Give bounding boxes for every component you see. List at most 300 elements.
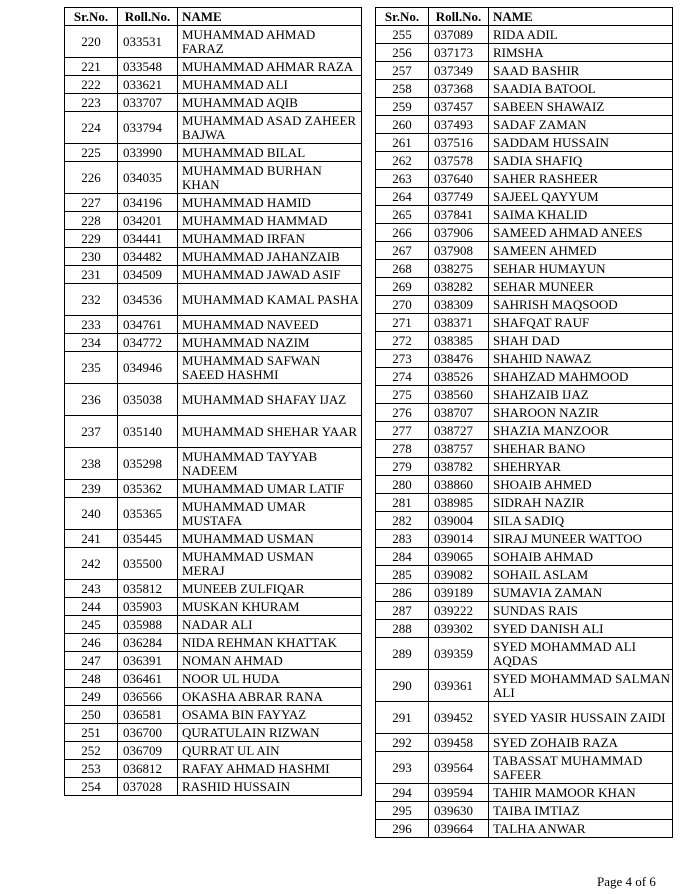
- sr-no-cell: 225: [65, 144, 118, 162]
- table-row: [376, 242, 673, 260]
- name-cell: NOOR UL HUDA: [178, 670, 362, 688]
- sr-no-cell: 233: [65, 316, 118, 334]
- name-cell: TAIBA IMTIAZ: [489, 802, 673, 820]
- name-cell: SILA SADIQ: [489, 512, 673, 530]
- sr-no-cell: 273: [376, 350, 429, 368]
- sr-no-cell: 282: [376, 512, 429, 530]
- roll-no-cell: 037908: [429, 242, 489, 260]
- roll-no-cell: 033531: [118, 26, 178, 58]
- roll-no-cell: 034196: [118, 194, 178, 212]
- table-row: [65, 230, 362, 248]
- sr-no-cell: 257: [376, 62, 429, 80]
- name-cell: SAIMA KHALID: [489, 206, 673, 224]
- roll-no-cell: 038371: [429, 314, 489, 332]
- roll-no-cell: 039222: [429, 602, 489, 620]
- sr-no-cell: 265: [376, 206, 429, 224]
- table-row: [65, 634, 362, 652]
- sr-no-cell: 281: [376, 494, 429, 512]
- roll-no-cell: 038282: [429, 278, 489, 296]
- table-row: [376, 784, 673, 802]
- table-row: [376, 44, 673, 62]
- roll-no-cell: 036581: [118, 706, 178, 724]
- roll-no-cell: 038757: [429, 440, 489, 458]
- name-cell: MUHAMMAD USMAN MERAJ: [178, 548, 362, 580]
- right-roll-table: [375, 7, 673, 838]
- name-cell: MUHAMMAD NAVEED: [178, 316, 362, 334]
- roll-no-cell: 034201: [118, 212, 178, 230]
- roll-no-cell: 037089: [429, 26, 489, 44]
- table-row: [65, 616, 362, 634]
- sr-no-cell: 241: [65, 530, 118, 548]
- table-row: [65, 112, 362, 144]
- roll-no-header: Roll.No.: [118, 8, 178, 26]
- name-cell: SUMAVIA ZAMAN: [489, 584, 673, 602]
- name-cell: MUHAMMAD USMAN: [178, 530, 362, 548]
- roll-no-cell: 039664: [429, 820, 489, 838]
- sr-no-cell: 272: [376, 332, 429, 350]
- table-row: [65, 706, 362, 724]
- roll-no-cell: 038476: [429, 350, 489, 368]
- table-row: [376, 152, 673, 170]
- sr-no-cell: 261: [376, 134, 429, 152]
- roll-no-cell: 038782: [429, 458, 489, 476]
- sr-no-cell: 292: [376, 734, 429, 752]
- roll-no-cell: 033794: [118, 112, 178, 144]
- name-cell: SYED MOHAMMAD SALMAN ALI: [489, 670, 673, 702]
- table-row: [376, 494, 673, 512]
- header-row: [376, 8, 673, 26]
- name-cell: MUHAMMAD JAWAD ASIF: [178, 266, 362, 284]
- table-row: [376, 566, 673, 584]
- roll-no-cell: 039452: [429, 702, 489, 734]
- name-cell: NADAR ALI: [178, 616, 362, 634]
- sr-no-cell: 290: [376, 670, 429, 702]
- table-row: [65, 248, 362, 266]
- sr-no-cell: 268: [376, 260, 429, 278]
- roll-no-cell: 037578: [429, 152, 489, 170]
- table-row: [65, 26, 362, 58]
- table-row: [65, 778, 362, 796]
- roll-no-cell: 038526: [429, 368, 489, 386]
- roll-no-cell: 037516: [429, 134, 489, 152]
- roll-no-header: Roll.No.: [429, 8, 489, 26]
- table-row: [65, 724, 362, 742]
- page-number: Page 4 of 6: [597, 874, 656, 889]
- table-row: [65, 94, 362, 112]
- table-row: [65, 598, 362, 616]
- table-row: [376, 820, 673, 838]
- sr-no-cell: 263: [376, 170, 429, 188]
- name-cell: QURRAT UL AIN: [178, 742, 362, 760]
- table-row: [65, 162, 362, 194]
- sr-no-cell: 229: [65, 230, 118, 248]
- roll-no-cell: 039189: [429, 584, 489, 602]
- name-cell: MUHAMMAD AHMAD FARAZ: [178, 26, 362, 58]
- roll-no-cell: 039014: [429, 530, 489, 548]
- roll-no-cell: 035140: [118, 416, 178, 448]
- table-row: [376, 638, 673, 670]
- sr-no-cell: 252: [65, 742, 118, 760]
- roll-no-cell: 036709: [118, 742, 178, 760]
- roll-no-cell: 037640: [429, 170, 489, 188]
- table-row: [376, 802, 673, 820]
- roll-no-cell: 034482: [118, 248, 178, 266]
- roll-no-cell: 037493: [429, 116, 489, 134]
- roll-no-cell: 036461: [118, 670, 178, 688]
- table-row: [376, 188, 673, 206]
- roll-no-cell: 035988: [118, 616, 178, 634]
- roll-no-cell: 039458: [429, 734, 489, 752]
- table-row: [65, 194, 362, 212]
- sr-no-cell: 249: [65, 688, 118, 706]
- roll-no-cell: 034946: [118, 352, 178, 384]
- roll-no-cell: 039361: [429, 670, 489, 702]
- name-cell: SYED DANISH ALI: [489, 620, 673, 638]
- sr-no-cell: 247: [65, 652, 118, 670]
- table-row: [376, 368, 673, 386]
- roll-no-cell: 037173: [429, 44, 489, 62]
- sr-no-cell: 289: [376, 638, 429, 670]
- table-row: [376, 224, 673, 242]
- name-cell: MUHAMMAD IRFAN: [178, 230, 362, 248]
- roll-no-cell: 035500: [118, 548, 178, 580]
- sr-no-cell: 271: [376, 314, 429, 332]
- sr-no-cell: 226: [65, 162, 118, 194]
- sr-no-cell: 224: [65, 112, 118, 144]
- sr-no-cell: 227: [65, 194, 118, 212]
- name-cell: MUHAMMAD BILAL: [178, 144, 362, 162]
- name-cell: MUHAMMAD AHMAR RAZA: [178, 58, 362, 76]
- roll-no-cell: 036391: [118, 652, 178, 670]
- sr-no-cell: 251: [65, 724, 118, 742]
- table-row: [65, 742, 362, 760]
- table-row: [376, 512, 673, 530]
- name-cell: MUHAMMAD SHEHAR YAAR: [178, 416, 362, 448]
- name-cell: SHAFQAT RAUF: [489, 314, 673, 332]
- table-row: [65, 76, 362, 94]
- sr-no-cell: 237: [65, 416, 118, 448]
- name-cell: SAHRISH MAQSOOD: [489, 296, 673, 314]
- roll-no-cell: 038309: [429, 296, 489, 314]
- name-cell: SHAZIA MANZOOR: [489, 422, 673, 440]
- sr-no-cell: 269: [376, 278, 429, 296]
- table-row: [376, 62, 673, 80]
- roll-no-cell: 034772: [118, 334, 178, 352]
- sr-no-cell: 259: [376, 98, 429, 116]
- roll-no-cell: 035445: [118, 530, 178, 548]
- sr-no-cell: 295: [376, 802, 429, 820]
- name-cell: SADDAM HUSSAIN: [489, 134, 673, 152]
- table-row: [376, 206, 673, 224]
- name-cell: MUHAMMAD SHAFAY IJAZ: [178, 384, 362, 416]
- roll-no-cell: 034761: [118, 316, 178, 334]
- table-row: [376, 670, 673, 702]
- table-row: [376, 260, 673, 278]
- name-cell: SHAHID NAWAZ: [489, 350, 673, 368]
- table-row: [376, 296, 673, 314]
- roll-no-cell: 037028: [118, 778, 178, 796]
- sr-no-cell: 231: [65, 266, 118, 284]
- table-row: [376, 422, 673, 440]
- table-row: [65, 530, 362, 548]
- table-row: [65, 352, 362, 384]
- roll-no-cell: 039004: [429, 512, 489, 530]
- name-cell: SIRAJ MUNEER WATTOO: [489, 530, 673, 548]
- name-cell: MUHAMMAD UMAR LATIF: [178, 480, 362, 498]
- table-row: [376, 170, 673, 188]
- name-cell: MUSKAN KHURAM: [178, 598, 362, 616]
- roll-no-cell: 035903: [118, 598, 178, 616]
- sr-no-cell: 253: [65, 760, 118, 778]
- name-cell: MUHAMMAD HAMID: [178, 194, 362, 212]
- sr-no-cell: 220: [65, 26, 118, 58]
- name-cell: MUHAMMAD AQIB: [178, 94, 362, 112]
- sr-no-cell: 270: [376, 296, 429, 314]
- table-row: [65, 316, 362, 334]
- table-row: [376, 440, 673, 458]
- name-cell: MUHAMMAD ASAD ZAHEER BAJWA: [178, 112, 362, 144]
- name-cell: SEHAR HUMAYUN: [489, 260, 673, 278]
- sr-no-cell: 234: [65, 334, 118, 352]
- name-cell: RASHID HUSSAIN: [178, 778, 362, 796]
- name-cell: MUHAMMAD SAFWAN SAEED HASHMI: [178, 352, 362, 384]
- sr-no-cell: 244: [65, 598, 118, 616]
- sr-no-cell: 294: [376, 784, 429, 802]
- sr-no-cell: 280: [376, 476, 429, 494]
- name-cell: MUNEEB ZULFIQAR: [178, 580, 362, 598]
- sr-no-cell: 232: [65, 284, 118, 316]
- roll-no-cell: 034441: [118, 230, 178, 248]
- name-cell: SAMEEN AHMED: [489, 242, 673, 260]
- table-row: [65, 670, 362, 688]
- table-row: [376, 116, 673, 134]
- name-header: NAME: [178, 8, 362, 26]
- name-cell: SAHER RASHEER: [489, 170, 673, 188]
- sr-no-cell: 291: [376, 702, 429, 734]
- sr-no-cell: 276: [376, 404, 429, 422]
- table-row: [376, 404, 673, 422]
- table-row: [376, 458, 673, 476]
- name-cell: QURATULAIN RIZWAN: [178, 724, 362, 742]
- roll-no-cell: 033621: [118, 76, 178, 94]
- name-cell: SHAROON NAZIR: [489, 404, 673, 422]
- sr-no-cell: 223: [65, 94, 118, 112]
- table-row: [65, 760, 362, 778]
- name-cell: SEHAR MUNEER: [489, 278, 673, 296]
- name-cell: RIMSHA: [489, 44, 673, 62]
- sr-no-cell: 287: [376, 602, 429, 620]
- sr-no-cell: 248: [65, 670, 118, 688]
- name-cell: MUHAMMAD ALI: [178, 76, 362, 94]
- name-cell: MUHAMMAD JAHANZAIB: [178, 248, 362, 266]
- sr-no-cell: 275: [376, 386, 429, 404]
- sr-no-cell: 228: [65, 212, 118, 230]
- name-cell: NOMAN AHMAD: [178, 652, 362, 670]
- roll-no-cell: 035362: [118, 480, 178, 498]
- sr-no-cell: 243: [65, 580, 118, 598]
- roll-no-cell: 037349: [429, 62, 489, 80]
- table-row: [65, 212, 362, 230]
- table-row: [376, 98, 673, 116]
- table-row: [65, 498, 362, 530]
- roll-no-cell: 039564: [429, 752, 489, 784]
- sr-no-cell: 283: [376, 530, 429, 548]
- table-row: [376, 620, 673, 638]
- name-cell: OKASHA ABRAR RANA: [178, 688, 362, 706]
- sr-no-cell: 239: [65, 480, 118, 498]
- name-cell: NIDA REHMAN KHATTAK: [178, 634, 362, 652]
- name-cell: SHEHAR BANO: [489, 440, 673, 458]
- roll-no-cell: 033548: [118, 58, 178, 76]
- sr-no-cell: 284: [376, 548, 429, 566]
- table-row: [65, 334, 362, 352]
- name-cell: TAHIR MAMOOR KHAN: [489, 784, 673, 802]
- table-row: [376, 734, 673, 752]
- name-cell: SAJEEL QAYYUM: [489, 188, 673, 206]
- table-row: [376, 26, 673, 44]
- sr-no-cell: 236: [65, 384, 118, 416]
- name-cell: SADIA SHAFIQ: [489, 152, 673, 170]
- table-row: [376, 80, 673, 98]
- table-row: [65, 580, 362, 598]
- name-cell: SYED ZOHAIB RAZA: [489, 734, 673, 752]
- table-row: [376, 386, 673, 404]
- sr-no-cell: 235: [65, 352, 118, 384]
- table-row: [376, 278, 673, 296]
- sr-no-cell: 288: [376, 620, 429, 638]
- roll-no-cell: 038860: [429, 476, 489, 494]
- name-cell: SYED MOHAMMAD ALI AQDAS: [489, 638, 673, 670]
- sr-no-cell: 266: [376, 224, 429, 242]
- name-cell: TALHA ANWAR: [489, 820, 673, 838]
- name-cell: MUHAMMAD BURHAN KHAN: [178, 162, 362, 194]
- table-row: [376, 702, 673, 734]
- name-cell: SUNDAS RAIS: [489, 602, 673, 620]
- table-row: [376, 332, 673, 350]
- sr-no-cell: 296: [376, 820, 429, 838]
- roll-no-cell: 037906: [429, 224, 489, 242]
- table-row: [65, 548, 362, 580]
- name-cell: SOHAIB AHMAD: [489, 548, 673, 566]
- table-row: [376, 584, 673, 602]
- sr-no-cell: 255: [376, 26, 429, 44]
- sr-no-cell: 246: [65, 634, 118, 652]
- roll-no-cell: 034536: [118, 284, 178, 316]
- roll-no-cell: 039630: [429, 802, 489, 820]
- roll-no-cell: 039302: [429, 620, 489, 638]
- roll-no-cell: 036284: [118, 634, 178, 652]
- sr-no-cell: 262: [376, 152, 429, 170]
- name-cell: SAADIA BATOOL: [489, 80, 673, 98]
- sr-no-cell: 222: [65, 76, 118, 94]
- table-row: [65, 688, 362, 706]
- roll-no-cell: 038707: [429, 404, 489, 422]
- roll-no-cell: 035365: [118, 498, 178, 530]
- table-row: [376, 350, 673, 368]
- roll-no-cell: 037368: [429, 80, 489, 98]
- roll-no-cell: 035298: [118, 448, 178, 480]
- table-row: [376, 314, 673, 332]
- roll-no-cell: 039594: [429, 784, 489, 802]
- roll-no-cell: 036566: [118, 688, 178, 706]
- table-row: [65, 384, 362, 416]
- name-cell: SHAHZAD MAHMOOD: [489, 368, 673, 386]
- sr-no-cell: 285: [376, 566, 429, 584]
- sr-no-cell: 278: [376, 440, 429, 458]
- name-cell: SHAH DAD: [489, 332, 673, 350]
- roll-no-cell: 034509: [118, 266, 178, 284]
- name-cell: RAFAY AHMAD HASHMI: [178, 760, 362, 778]
- name-cell: SAMEED AHMAD ANEES: [489, 224, 673, 242]
- table-row: [65, 480, 362, 498]
- sr-no-cell: 242: [65, 548, 118, 580]
- table-row: [65, 284, 362, 316]
- name-cell: RIDA ADIL: [489, 26, 673, 44]
- sr-no-cell: 279: [376, 458, 429, 476]
- name-cell: MUHAMMAD NAZIM: [178, 334, 362, 352]
- name-header: NAME: [489, 8, 673, 26]
- name-cell: SABEEN SHAWAIZ: [489, 98, 673, 116]
- sr-no-cell: 260: [376, 116, 429, 134]
- name-cell: SYED YASIR HUSSAIN ZAIDI: [489, 702, 673, 734]
- roll-no-cell: 037749: [429, 188, 489, 206]
- sr-no-cell: 258: [376, 80, 429, 98]
- sr-no-cell: 264: [376, 188, 429, 206]
- roll-no-cell: 033707: [118, 94, 178, 112]
- name-cell: SAAD BASHIR: [489, 62, 673, 80]
- roll-no-cell: 039359: [429, 638, 489, 670]
- name-cell: MUHAMMAD UMAR MUSTAFA: [178, 498, 362, 530]
- roll-no-cell: 036700: [118, 724, 178, 742]
- table-row: [65, 448, 362, 480]
- table-row: [65, 144, 362, 162]
- sr-no-cell: 221: [65, 58, 118, 76]
- sr-no-cell: 293: [376, 752, 429, 784]
- name-cell: TABASSAT MUHAMMAD SAFEER: [489, 752, 673, 784]
- roll-no-cell: 038727: [429, 422, 489, 440]
- roll-no-cell: 036812: [118, 760, 178, 778]
- sr-no-header: Sr.No.: [65, 8, 118, 26]
- roll-no-cell: 033990: [118, 144, 178, 162]
- name-cell: SHEHRYAR: [489, 458, 673, 476]
- sr-no-cell: 250: [65, 706, 118, 724]
- name-cell: SIDRAH NAZIR: [489, 494, 673, 512]
- sr-no-cell: 267: [376, 242, 429, 260]
- name-cell: MUHAMMAD TAYYAB NADEEM: [178, 448, 362, 480]
- roll-no-cell: 035812: [118, 580, 178, 598]
- sr-no-cell: 274: [376, 368, 429, 386]
- sr-no-cell: 238: [65, 448, 118, 480]
- roll-no-cell: 034035: [118, 162, 178, 194]
- roll-no-cell: 037841: [429, 206, 489, 224]
- roll-no-cell: 039082: [429, 566, 489, 584]
- name-cell: MUHAMMAD KAMAL PASHA: [178, 284, 362, 316]
- roll-no-cell: 037457: [429, 98, 489, 116]
- sr-no-cell: 245: [65, 616, 118, 634]
- table-row: [65, 652, 362, 670]
- left-roll-table: [64, 7, 362, 796]
- name-cell: SHOAIB AHMED: [489, 476, 673, 494]
- roll-no-cell: 035038: [118, 384, 178, 416]
- sr-no-header: Sr.No.: [376, 8, 429, 26]
- name-cell: SOHAIL ASLAM: [489, 566, 673, 584]
- sr-no-cell: 230: [65, 248, 118, 266]
- table-row: [376, 476, 673, 494]
- table-row: [376, 602, 673, 620]
- name-cell: SADAF ZAMAN: [489, 116, 673, 134]
- roll-no-cell: 039065: [429, 548, 489, 566]
- table-row: [376, 530, 673, 548]
